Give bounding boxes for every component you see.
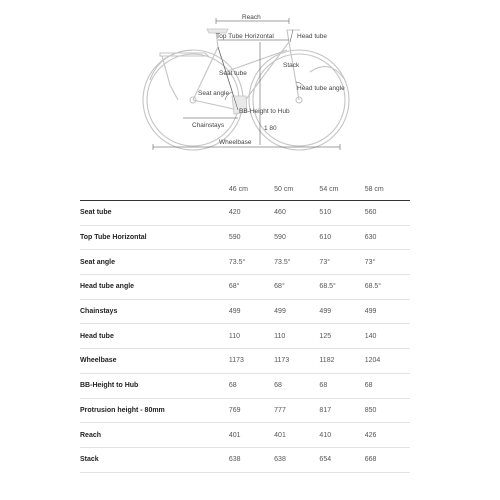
table-cell: 68° [274, 283, 285, 291]
geometry-table [80, 178, 410, 473]
header-empty-cell [80, 178, 229, 201]
table-cell: 817 [319, 406, 332, 414]
table-cell: 560 [364, 209, 377, 217]
label-seat-angle: Seat angle [198, 90, 230, 97]
column-header: 50 cm [274, 178, 319, 201]
label-head-tube-angle: Head tube angle [297, 85, 345, 92]
table-cell: 1182 [319, 357, 335, 365]
table-cell: 850 [364, 406, 377, 414]
table-row [80, 447, 410, 472]
table-row [80, 225, 410, 250]
table-cell: 630 [364, 234, 377, 242]
table-cell: 410 [319, 431, 332, 439]
row-label: Head tube angle [80, 283, 135, 291]
table-cell: 140 [364, 332, 377, 340]
label-bb-height: BB-Height to Hub [239, 108, 290, 115]
table-cell: 1173 [274, 357, 290, 365]
table-cell: 68.5° [319, 283, 336, 291]
table-cell: 73.5° [228, 258, 246, 266]
label-dimension-small: 1 80 [264, 125, 277, 132]
label-chainstays: Chainstays [192, 122, 225, 129]
table-cell: 68° [228, 283, 240, 291]
table-cell: 638 [228, 456, 241, 464]
table-cell: 769 [228, 406, 241, 414]
table-cell: 68 [319, 382, 328, 390]
table-cell: 590 [274, 234, 286, 242]
row-label: Seat angle [80, 258, 116, 266]
table-cell: 401 [274, 431, 286, 439]
table-row [80, 275, 410, 300]
table-row [80, 423, 410, 448]
table-cell: 73.5° [274, 258, 291, 266]
row-label: Top Tube Horizontal [80, 234, 147, 242]
table-cell: 73° [364, 258, 376, 266]
column-header: 58 cm [365, 178, 410, 201]
table-cell: 510 [319, 209, 332, 217]
table-cell: 68 [228, 382, 237, 390]
row-label: Protrusion height - 80mm [80, 406, 165, 414]
table-row [80, 299, 410, 324]
table-cell: 610 [319, 234, 332, 242]
table-row [80, 398, 410, 423]
label-top-tube-horizontal: Top Tube Horizontal [216, 33, 274, 40]
row-label: Head tube [80, 332, 114, 340]
table-cell: 110 [274, 332, 286, 340]
label-head-tube: Head tube [297, 33, 327, 40]
table-cell: 426 [364, 431, 377, 439]
table-cell: 460 [274, 209, 286, 217]
table-cell: 68 [274, 382, 282, 390]
table-cell: 68 [364, 382, 373, 390]
table-cell: 777 [274, 406, 286, 414]
table-row [80, 324, 410, 349]
table-cell: 499 [274, 308, 286, 316]
table-cell: 1204 [364, 357, 381, 365]
table-cell: 68.5° [364, 283, 382, 291]
column-header: 46 cm [229, 178, 274, 201]
table-cell: 654 [319, 456, 332, 464]
label-reach: Reach [242, 14, 261, 21]
label-wheelbase: Wheelbase [219, 139, 252, 146]
table-cell: 420 [228, 209, 241, 217]
table-header-row [80, 178, 410, 201]
label-stack: Stack [283, 62, 300, 69]
bike-geometry-diagram [0, 0, 500, 160]
table-cell: 668 [364, 456, 377, 464]
row-label: Seat tube [80, 209, 112, 217]
column-header: 54 cm [319, 178, 364, 201]
table-row [80, 373, 410, 398]
table-cell: 73° [319, 258, 331, 266]
table-row [80, 201, 410, 226]
table-cell: 499 [228, 308, 241, 316]
row-label: BB-Height to Hub [80, 382, 139, 390]
row-label: Reach [80, 431, 102, 439]
table-cell: 499 [319, 308, 332, 316]
table-row [80, 250, 410, 275]
label-seat-tube: Seat tube [219, 70, 247, 77]
table-cell: 1173 [228, 357, 244, 365]
table-cell: 499 [364, 308, 377, 316]
table-cell: 110 [228, 332, 241, 340]
table-row [80, 349, 410, 374]
table-cell: 638 [274, 456, 286, 464]
row-label: Stack [80, 456, 99, 464]
table-cell: 125 [319, 332, 332, 340]
bike-frame [193, 29, 345, 114]
row-label: Wheelbase [80, 357, 117, 365]
table-cell: 590 [228, 234, 241, 242]
table-cell: 401 [228, 431, 241, 439]
row-label: Chainstays [80, 308, 118, 316]
